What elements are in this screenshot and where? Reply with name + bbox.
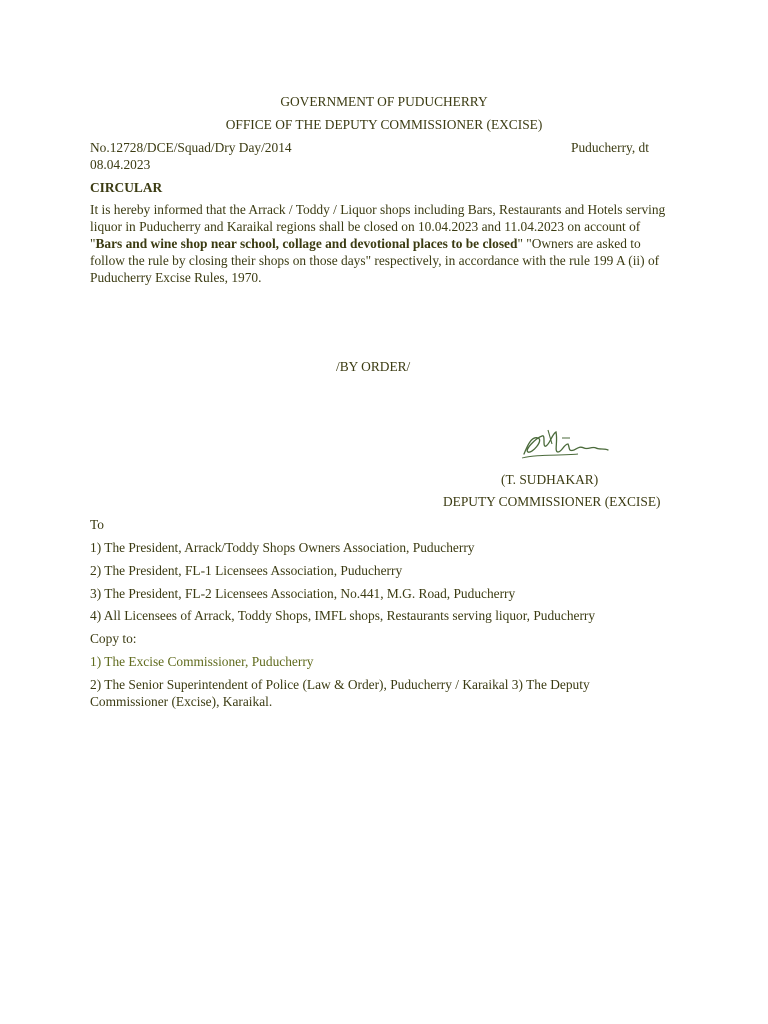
- office-heading: OFFICE OF THE DEPUTY COMMISSIONER (EXCISE): [225, 117, 543, 132]
- to-item: 3) The President, FL-2 Licensees Association, No.441, M.G. Road, Puducherry: [90, 586, 516, 601]
- signature-icon: [518, 424, 610, 464]
- to-item: 1) The President, Arrack/Toddy Shops Owners Association, Puducherry: [90, 540, 475, 555]
- reference-number: No.12728/DCE/Squad/Dry Day/2014: [90, 140, 292, 155]
- reference-date: 08.04.2023: [90, 157, 151, 172]
- by-order: /BY ORDER/: [336, 359, 411, 374]
- signatory-name: (T. SUDHAKAR): [501, 472, 599, 487]
- circular-body: [90, 201, 670, 286]
- to-item: 4) All Licensees of Arrack, Toddy Shops, IMFL shops, Restaurants serving liquor, Puducherry: [90, 608, 596, 623]
- to-item: 2) The President, FL-1 Licensees Association, Puducherry: [90, 563, 403, 578]
- copy-item: 2) The Senior Superintendent of Police (Law & Order), Puducherry / Karaikal 3) The Deputy Commissioner (Excise), Karaikal.: [90, 677, 590, 709]
- copy-label: Copy to:: [90, 631, 137, 646]
- signatory-designation: DEPUTY COMMISSIONER (EXCISE): [443, 494, 661, 509]
- copy-item: 1) The Excise Commissioner, Puducherry: [90, 654, 314, 669]
- circular-body-part1: It is hereby informed that the Arrack / Toddy / Liquor shops including Bars, Restaurants and Hotels serving liquor in Puducherry and Karaikal regions shall be closed on 10.04.2023 and 11.04.2023 on account of ": [90, 202, 666, 251]
- circular-body-part2: " "Owners are asked to follow the rule by closing their shops on those days" respectively, in accordance with the rule 199 A (ii) of Puducherry Excise Rules, 1970.: [90, 236, 660, 285]
- circular-body-bold: Bars and wine shop near school, collage and devotional places to be closed: [95, 236, 518, 251]
- reference-place: Puducherry, dt: [571, 140, 649, 155]
- to-label: To: [90, 517, 104, 532]
- circular-title: CIRCULAR: [90, 180, 163, 195]
- government-heading: GOVERNMENT OF PUDUCHERRY: [280, 94, 488, 109]
